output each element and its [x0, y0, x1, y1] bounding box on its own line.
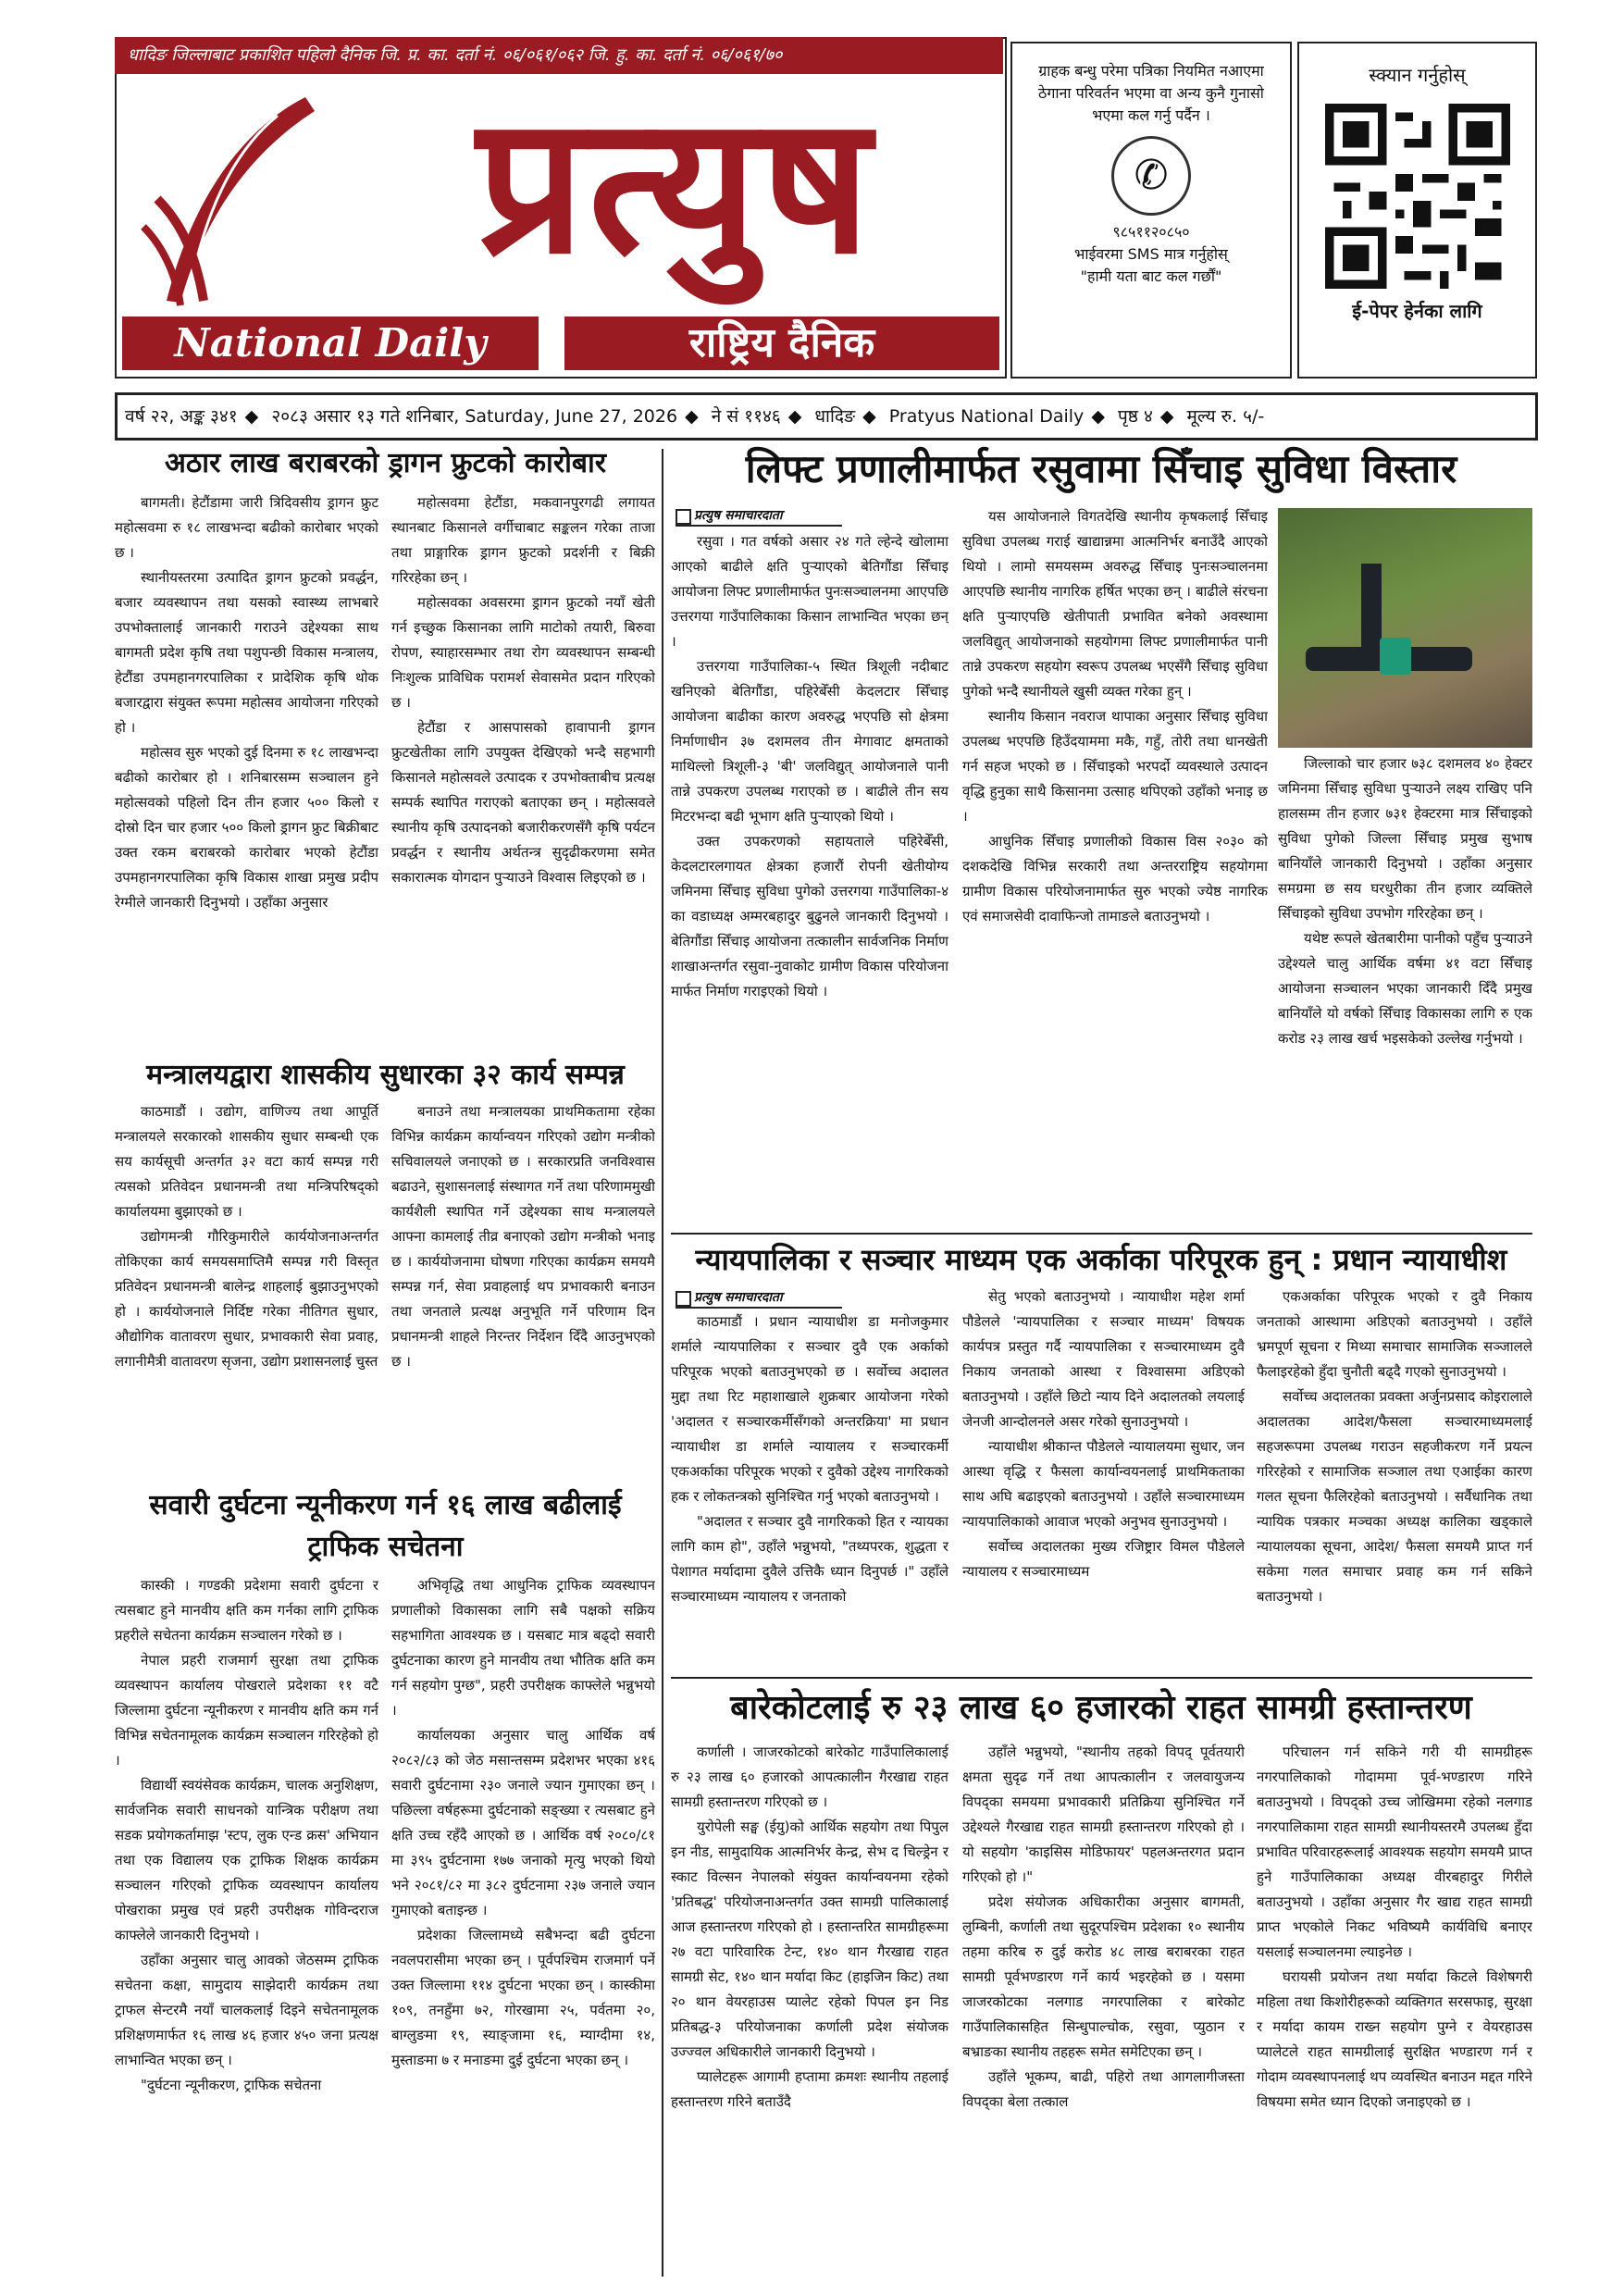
nepal-sambat: ने सं ११४६: [711, 406, 781, 427]
article-traffic-col1: [115, 1573, 378, 2277]
article-dragon-fruit-col1: [115, 490, 378, 1050]
paragraph: कास्की । गण्डकी प्रदेशमा सवारी दुर्घटना र त्यसबाट हुने मानवीय क्षति कम गर्नका लागि ट्राफिक प्रहरीले सचेतना कार्यक्रम सञ्चालन गरेको छ ।: [115, 1577, 378, 1644]
paragraph: स्थानीयस्तरमा उत्पादित ड्रागन फ्रुटको प्रवर्द्धन, बजार व्यवस्थापन तथा यसको स्वास्थ्य लाभबारे उपभोक्तालाई जानकारी गराउने उद्देश्यका साथ बागमती प्रदेश कृषि तथा पशुपन्छी विकास मन्त्रालय, हेटौंडा उपमहानगरपालिका र प्रादेशिक कृषि थोक बजारद्वारा संयुक्त रूपमा महोत्सव आयोजना गरिएको हो ।: [115, 569, 378, 736]
section-rule: [671, 1677, 1532, 1679]
paragraph: सर्वोच्च अदालतका मुख्य रजिष्ट्रार विमल पौडेलले न्यायालय र सञ्चारमाध्यम: [962, 1538, 1245, 1580]
paragraph: अभिवृद्धि तथा आधुनिक ट्राफिक व्यवस्थापन प्रणालीको विकासका लागि सबै पक्षको सक्रिय सहभागिता आवश्यक छ । यसबाट मात्र बढ्दो सवारी दुर्घटनाका कारण हुने मानवीय तथा भौतिक क्षति कम गर्न सहयोग पुग्छ", प्रहरी उपरीक्षक काफ्लेले भन्नुभयो ।: [391, 1577, 655, 1719]
rashtriya-dainik-tag: राष्ट्रिय दैनिक: [564, 316, 999, 370]
agency-tag: प्रत्युष समाचारदाता: [676, 1288, 842, 1309]
article-irrigation-col1: [671, 529, 948, 1228]
paragraph: काठमाडौं । उद्योग, वाणिज्य तथा आपूर्ति मन्त्रालयले सरकारको शासकीय सुधार सम्बन्धी एक सय कार्यसूची अन्तर्गत ३२ वटा कार्य सम्पन्न गरी त्यसको प्रतिवेदन प्रधानमन्त्री तथा मन्त्रिपरिषद्को कार्यालयमा बुझाएको छ ।: [115, 1103, 378, 1220]
quill-logo-icon: [139, 88, 324, 319]
paragraph: युरोपेली सङ्घ (ईयु)को आर्थिक सहयोग तथा पिपुल इन नीड, सामुदायिक आत्मनिर्भर केन्द्र, सेभ द चिल्ड्रेन र स्काट विल्सन नेपालको संयुक्त कार्यान्वयनमा रहेको 'प्रतिबद्ध' परियोजनाअन्तर्गत उक्त सामग्री पालिकालाई आज हस्तान्तरण गरिएको हो । हस्तान्तरित सामग्रीहरूमा २७ वटा पारिवारिक टेन्ट, १४० थान गैरखाद्य राहत सामग्री सेट, १४० थान मर्यादा किट (हाइजिन किट) तथा २० थान वेयरहाउस प्यालेट रहेको पिपल इन निड प्रतिबद्ध-३ परियोजनाका कर्णाली प्रदेश संयोजक उज्ज्वल अधिकारीले जानकारी दिनुभयो ।: [671, 1818, 948, 2060]
article-traffic-col2: [391, 1573, 655, 2277]
paper-name: Pratyus National Daily: [888, 406, 1085, 427]
article-title-dragon-fruit: अठार लाख बराबरको ड्रागन फ्रुटको कारोबार: [164, 447, 607, 479]
paragraph: कर्णाली । जाजरकोटको बारेकोट गाउँपालिकालाई रु २३ लाख ६० हजारको आपत्कालीन गैरखाद्य राहत सामग्री हस्तान्तरण गरिएको छ ।: [671, 1744, 948, 1810]
paragraph: प्यालेटहरू आगामी हप्तामा क्रमशः स्थानीय तहलाई हस्तान्तरण गरिने बताउँदै: [671, 2068, 948, 2110]
article-title-traffic-2: ट्राफिक सचेतना: [307, 1531, 464, 1563]
section-rule: [671, 1233, 1532, 1235]
paragraph: हेटौंडा र आसपासको हावापानी ड्रागन फ्रुटखेतीका लागि उपयुक्त देखिएको भन्दै सहभागी किसानले महोत्सवले उत्पादक र उपभोक्ताबीच प्रत्यक्ष सम्पर्क स्थापित गराएको बताएका छन् । महोत्सवले स्थानीय कृषि उत्पादनको बजारीकरणसँगै कृषि पर्यटन प्रवर्द्धन र स्थानीय अर्थतन्त्र सुदृढीकरणमा समेत सकारात्मक योगदान पुर्‍याउने विश्वास लिइएको छ ।: [391, 719, 655, 886]
page-number: पृष्ठ ४: [1117, 406, 1153, 427]
paragraph: आधुनिक सिँचाइ प्रणालीको विकास विस २०३० को दशकदेखि विभिन्न सरकारी तथा अन्तरराष्ट्रिय सहयोगमा ग्रामीण विकास परियोजनामार्फत सुरु भएको ज्येष्ठ नागरिक एवं समाजसेवी दावाफिन्जो तामाङले बताउनुभयो ।: [962, 833, 1268, 925]
column-divider: [662, 449, 663, 2277]
article-ministry-col1: [115, 1099, 378, 1479]
notice-quote: "हामी यता बाट कल गर्छौं": [1080, 267, 1222, 285]
article-irrigation-col3: [1278, 751, 1532, 1228]
paragraph: स्थानीय किसान नवराज थापाका अनुसार सिँचाइ सुविधा उपलब्ध भएपछि हिउँदयाममा मकै, गहुँ, तोरी तथा धानखेती गर्न सहज भएको छ । सिँचाइको भरपर्दो व्यवस्थाले उत्पादन वृद्धि हुनुका साथै किसानमा उत्साह थपिएको उहाँको भनाइ छ ।: [962, 708, 1268, 825]
paragraph: जिल्लाको चार हजार ७३८ दशमलव ४० हेक्टर जमिनमा सिँचाइ सुविधा पुर्‍याउने लक्ष्य राखिए पनि हालसम्म तीन हजार ७३१ हेक्टरमा मात्र सिँचाइको सुविधा पुगेको जिल्ला सिँचाइ प्रमुख सुभाष बानियाँले जानकारी दिनुभयो । उहाँका अनुसार समग्रमा छ सय घरधुरीका तीन हजार व्यक्तिले सिँचाइको सुविधा उपभोग गरिरहेका छन् ।: [1278, 755, 1532, 922]
paragraph: सर्वोच्च अदालतका प्रवक्ता अर्जुनप्रसाद कोइरालाले अदालतका आदेश/फैसला सञ्चारमाध्यमलाई सहजरूपमा उपलब्ध गराउन सहजीकरण गर्ने प्रयत्न गरिरहेको र सामाजिक सञ्जाल तथा एआईका कारण गलत सूचना फैलिरहेको बताउनुभयो । सर्वैधानिक तथा न्यायिक पत्रकार मञ्चका अध्यक्ष कालिका खड्काले न्यायालयका सूचना, आदेश/ फैसला समयमै प्राप्त गर्न सकेमा गलत समाचार प्रवाह कम गर्न सकिने बताउनुभयो ।: [1257, 1388, 1532, 1605]
paragraph: एकअर्काका परिपूरक भएको र दुवै निकाय जनताको आस्थामा अडिएको बताउनुभयो । उहाँले भ्रमपूर्ण सूचना र मिथ्या समाचार सामाजिक सञ्जालले फैलाइरहेको हुँदा चुनौती बढ्दै गएको सुनाउनुभयो ।: [1257, 1288, 1532, 1380]
paragraph: रसुवा । गत वर्षको असार २४ गते ल्हेन्दे खोलामा आएको बाढीले क्षति पुर्‍याएको बेतिगौंडा सिँचाइ आयोजना लिफ्ट प्रणालीमार्फत पुनःसञ्चालनमा आएपछि उत्तरगया गाउँपालिकाका किसान लाभान्वित भएका छन् ।: [671, 533, 948, 650]
paragraph: उक्त उपकरणको सहायताले पहिरेबेँसी, केदलटारलगायत क्षेत्रका हजारौं रोपनी खेतीयोग्य जमिनमा सिँचाइ सुविधा पुगेको उत्तरगया गाउँपालिका-४ का वडाध्यक्ष अम्मरबहादुर बुढुनले जानकारी दिनुभयो । बेतिगौंडा सिँचाइ आयोजना तत्कालीन सार्वजनिक निर्माण शाखाअन्तर्गत रसुवा-नुवाकोट ग्रामीण विकास परियोजना मार्फत निर्माण गराइएको थियो ।: [671, 833, 948, 999]
location: धादिङ: [814, 406, 856, 427]
article-relief-col2: [962, 1740, 1245, 2277]
paragraph: बनाउने तथा मन्त्रालयका प्राथमिकतामा रहेका विभिन्न कार्यक्रम कार्यान्वयन गरिएको उद्योग मन्त्रीको सचिवालयले जनाएको छ । सरकारप्रति जनविश्वास बढाउने, सुशासनलाई संस्थागत गर्ने तथा परिणाममुखी कार्यशैली स्थापित गर्ने उद्देश्यका साथ मन्त्रालयले आफ्ना कामलाई तीव्र बनाएको उद्योग मन्त्रीको भनाइ छ । कार्ययोजनामा घोषणा गरिएका कार्यक्रम समयमै सम्पन्न गर्न, सेवा प्रवाहलाई थप प्रभावकारी बनाउन तथा जनताले प्रत्यक्ष अनुभूति गर्ने परिणाम दिन प्रधानमन्त्री शाहले निरन्तर निर्देशन दिँदै आउनुभएको छ ।: [391, 1103, 655, 1370]
qr-title: स्क्यान गर्नुहोस्: [1369, 64, 1466, 86]
paragraph: उहाँका अनुसार चालु आवको जेठसम्म ट्राफिक सचेतना कक्षा, सामुदाय साझेदारी कार्यक्रम तथा ट्राफल सेन्टरमै नयाँ चालकलाई दिइने सचेतनामूलक प्रशिक्षणमार्फत १६ लाख ४६ हजार ४५० जना प्रत्यक्ष लाभान्वित भएका छन् ।: [115, 1952, 378, 2068]
article-judiciary-col1: [671, 1309, 948, 1670]
paragraph: महोत्सव सुरु भएको दुई दिनमा रु १८ लाखभन्दा बढीको कारोबार हो । शनिबारसम्म सञ्चालन हुने महोत्सवको पहिलो दिन तीन हजार ५०० किलो र दोस्रो दिन चार हजार ५०० किलो ड्रागन फ्रुट बिक्रीबाट उक्त रकम बराबरको कारोबार भएको हेटौंडा उपमहानगरपालिका कृषि विकास शाखा प्रमुख प्रदीप रेग्मीले जानकारी दिनुभयो । उहाँका अनुसार: [115, 744, 378, 911]
paragraph: उत्तरगया गाउँपालिका-५ स्थित त्रिशूली नदीबाट खनिएको बेतिगौंडा, पहिरेबेँसी केदलटार सिँचाइ आयोजना बाढीका कारण अवरुद्ध भएपछि सो क्षेत्रमा निर्माणाधीन ३७ दशमलव तीन मेगावाट क्षमताको माथिल्लो त्रिशूली-३ 'बी' जलविद्युत् आयोजनाले पानी तान्ने उपकरण उपलब्ध गराएको छ । बाढीले तीन सय मिटरभन्दा बढी भूभाग क्षति पुर्‍याएको थियो ।: [671, 658, 948, 825]
irrigation-pipe-photo: [1278, 508, 1532, 748]
volume-issue: वर्ष २२, अङ्क ३४१: [125, 406, 238, 427]
article-title-judiciary: न्यायपालिका र सञ्चार माध्यम एक अर्काका परिपूरक हुन् : प्रधान न्यायाधीश: [695, 1242, 1507, 1277]
article-title-traffic-1: सवारी दुर्घटना न्यूनीकरण गर्न १६ लाख बढीलाई: [149, 1489, 622, 1521]
paragraph: परिचालन गर्न सकिने गरी यी सामग्रीहरू नगरपालिकाको गोदाममा पूर्व-भण्डारण गरिने बताउनुभयो । विपद्को उच्च जोखिममा रहेको नलगाड नगरपालिकामा राहत सामग्री स्थानीयस्तरमै उपलब्ध हुँदा प्रभावित परिवारहरूलाई आवश्यक सहयोग समयमै प्राप्त हुने गाउँपालिकाका अध्यक्ष वीरबहादुर गिरीले बताउनुभयो । उहाँका अनुसार गैर खाद्य राहत सामग्री प्राप्त भएकोले निकट भविष्यमै कार्यविधि बनाएर यसलाई सञ्चालनमा ल्याइनेछ ।: [1257, 1744, 1532, 1960]
paragraph: घरायसी प्रयोजन तथा मर्यादा किटले विशेषगरी महिला तथा किशोरीहरूको व्यक्तिगत सरसफाइ, सुरक्षा र मर्यादा कायम राख्न सहयोग पुग्ने र वेयरहाउस प्यालेटले राहत सामग्रीलाई सुरक्षित भण्डारण गर्न र गोदाम व्यवस्थापनलाई थप व्यवस्थित बनाउन मद्दत गरिने विषयमा समेत ध्यान दिएको जनाइएको छ ।: [1257, 1968, 1532, 2110]
paragraph: सेतु भएको बताउनुभयो । न्यायाधीश महेश शर्मा पौडेलले 'न्यायपालिका र सञ्चार माध्यम' विषयक कार्यपत्र प्रस्तुत गर्दै न्यायपालिका र सञ्चारमाध्यम दुवै निकाय जनताको आस्था र विश्वासमा अडिएको बताउनुभयो । उहाँले छिटो न्याय दिने अदालतको लयलाई जेनजी आन्दोलनले असर गरेको सुनाउनुभयो ।: [962, 1288, 1245, 1430]
paragraph: विद्यार्थी स्वयंसेवक कार्यक्रम, चालक अनुशिक्षण, सार्वजनिक सवारी साधनको यान्त्रिक परीक्षण तथा सडक प्रयोगकर्तामाझ 'स्टप, लुक एन्ड क्रस' अभियान तथा एक विद्यालय एक ट्राफिक शिक्षक कार्यक्रम सञ्चालन गरिएको ट्राफिक व्यवस्थापन कार्यालय पोखराका प्रमुख एवं प्रहरी उपरीक्षक गोविन्दराज काफ्लेले जानकारी दिनुभयो ।: [115, 1777, 378, 1943]
paragraph: बागमती। हेटौंडामा जारी त्रिदिवसीय ड्रागन फ्रुट महोत्सवमा रु १८ लाखभन्दा बढीको कारोबार भएको छ ।: [115, 494, 378, 561]
paragraph: उहाँले भूकम्प, बाढी, पहिरो तथा आगलागीजस्ता विपद्का बेला तत्काल: [962, 2068, 1245, 2110]
paragraph: काठमाडौं । प्रधान न्यायाधीश डा मनोजकुमार शर्माले न्यायपालिका र सञ्चार दुवै एक अर्काको परिपूरक भएको बताउनुभएको छ । सर्वोच्च अदालत मुद्दा तथा रिट महाशाखाले शुक्रबार आयोजना गरेको 'अदालत र सञ्चारकर्मीसँगको अन्तरक्रिया' मा प्रधान न्यायाधीश डा शर्माले न्यायालय र सञ्चारकर्मी एकअर्काका परिपूरक भएको र दुवैको उद्देश्य नागरिकको हक र लोकतन्त्रको सुनिश्चित गर्नु भएको बताउनुभयो ।: [671, 1313, 948, 1505]
newspaper-logo: प्रत्युष: [477, 74, 874, 296]
paragraph: महोत्सवमा हेटौंडा, मकवानपुरगढी लगायत स्थानबाट किसानले वर्गीचाबाट सङ्कलन गरेका ताजा तथा प्राङ्गारिक ड्रागन फ्रुटको प्रदर्शनी र बिक्री गरिरहेका छन् ।: [391, 494, 655, 586]
agency-tag: प्रत्युष समाचारदाता: [676, 506, 842, 527]
article-relief-col1: [671, 1740, 948, 2277]
qr-code-icon[interactable]: [1325, 104, 1510, 289]
paragraph: "दुर्घटना न्यूनीकरण, ट्राफिक सचेतना: [141, 2077, 322, 2093]
article-relief-col3: [1257, 1740, 1532, 2277]
paragraph: उद्योगमन्त्री गौरिकुमारीले कार्ययोजनाअन्तर्गत तोकिएका कार्य समयसमाप्तिमै सम्पन्न गरी विस्तृत प्रतिवेदन प्रधानमन्त्री बालेन्द्र शाहलाई बुझाउनुभएको हो । कार्ययोजनाले निर्दिष्ट गरेका नीतिगत सुधार, औद्योगिक वातावरण सुधार, प्रभावकारी सेवा प्रवाह, लगानीमैत्री वातावरण सृजना, उद्योग प्रशासनलाई चुस्त: [115, 1228, 378, 1370]
article-judiciary-col2: [962, 1285, 1245, 1670]
article-judiciary-col3: [1257, 1285, 1532, 1670]
paragraph: यथेष्ट रूपले खेतबारीमा पानीको पहुँच पुर्‍याउने उद्देश्यले चालु आर्थिक वर्षमा ४१ वटा सिँचाइ आयोजना सञ्चालन भएका जानकारी दिँदै प्रमुख बानियाँले यो वर्षको सिँचाइ विकासका लागि रु एक करोड २३ लाख खर्च भइसकेको उल्लेख गर्नुभयो ।: [1278, 930, 1532, 1047]
notice-sms: भाईवरमा SMS मात्र गर्नुहोस्: [1074, 245, 1228, 263]
phone-icon: ✆: [1111, 136, 1191, 216]
paragraph: प्रदेशका जिल्लामध्ये सबैभन्दा बढी दुर्घटना नवलपरासीमा भएका छन् । पूर्वपश्चिम राजमार्ग पर्ने उक्त जिल्लामा ११४ दुर्घटना भएका छन् । कास्कीमा १०९, तनहुँमा ७२, गोरखामा २५, पर्वतमा २०, बाग्लुङमा १९, स्याङ्जामा १६, म्याग्दीमा १४, मुस्ताङमा ७ र मनाङमा दुई दुर्घटना भएका छन् ।: [391, 1927, 655, 2068]
article-dragon-fruit-col2: [391, 490, 655, 1050]
article-ministry-col2: [391, 1099, 655, 1479]
price: मूल्य रु. ५/-: [1186, 406, 1265, 427]
paragraph: नेपाल प्रहरी राजमार्ग सुरक्षा तथा ट्राफिक व्यवस्थापन कार्यालय पोखराले प्रदेशका ११ वटै जिल्लामा दुर्घटना न्यूनीकरण र मानवीय क्षति कम गर्न विभिन्न सचेतनामूलक कार्यक्रम सञ्चालन गरिरहेको हो ।: [115, 1652, 378, 1769]
paragraph: कार्यालयका अनुसार चालु आर्थिक वर्ष २०८२/८३ को जेठ मसान्तसम्म प्रदेशभर भएका ४१६ सवारी दुर्घटनामा २३० जनाले ज्यान गुमाएका छन् । पछिल्ला वर्षहरूमा दुर्घटनाको सङ्ख्या र त्यसबाट हुने क्षति उच्च रहँदै आएको छ । आर्थिक वर्ष २०८०/८१ मा ३९५ दुर्घटनामा १७७ जनाको मृत्यु भएको थियो भने २०८१/८२ मा ३८२ दुर्घटनामा २३७ जनाले ज्यान गुमाएको बताइन्छ ।: [391, 1727, 655, 1918]
qr-box: [1297, 42, 1537, 379]
article-title-ministry: मन्त्रालयद्वारा शासकीय सुधारका ३२ कार्य सम्पन्न: [146, 1059, 625, 1091]
subscriber-notice: [1010, 42, 1292, 379]
notice-text: ग्राहक बन्धु परेमा पत्रिका नियमित नआएमा ठेगाना परिवर्तन भएमा वा अन्य कुनै गुनासो भएमा कल गर्नु पर्दैन ।: [1038, 62, 1264, 124]
paragraph: प्रदेश संयोजक अधिकारीका अनुसार बागमती, लुम्बिनी, कर्णाली तथा सुदूरपश्चिम प्रदेशका १० स्थानीय तहमा करिब रु दुई करोड ४८ लाख बराबरका राहत सामग्री पूर्वभण्डारण गर्ने कार्य भइरहेको छ । यसमा जाजरकोटका नलगाड नगरपालिका र बारेकोट गाउँपालिकासहित सिन्धुपाल्चोक, रसुवा, प्युठान र बभ्राङका स्थानीय तहहरू समेत समेटिएका छन् ।: [962, 1893, 1245, 2060]
paragraph: न्यायाधीश श्रीकान्त पौडेलले न्यायालयमा सुधार, जन आस्था वृद्धि र फैसला कार्यान्वयनलाई प्राथमिकताका साथ अघि बढाइएको बताउनुभयो । उहाँले सञ्चारमाध्यम न्यायपालिकाको आवाज भएको अनुभव सुनाउनुभयो ।: [962, 1438, 1245, 1530]
notice-phone: ९८५११२०८५०: [1112, 223, 1190, 241]
national-daily-tag: National Daily: [122, 316, 539, 370]
issue-date: २०८३ असार १३ गते शनिबार, Saturday, June 27, 2026: [271, 406, 678, 427]
article-title-irrigation: लिफ्ट प्रणालीमार्फत रसुवामा सिँचाइ सुविधा विस्तार: [745, 446, 1457, 491]
qr-caption: ई-पेपर हेर्नका लागि: [1352, 300, 1482, 322]
article-title-relief: बारेकोटलाई रु २३ लाख ६० हजारको राहत सामग्री हस्तान्तरण: [730, 1689, 1472, 1727]
paragraph: यस आयोजनाले विगतदेखि स्थानीय कृषकलाई सिँचाइ सुविधा उपलब्ध गराई खाद्यान्नमा आत्मनिर्भर बनाउँदै आएको थियो । लामो समयसम्म अवरुद्ध सिँचाइ पुनःसञ्चालनमा आएपछि स्थानीय नागरिक हर्षित भएका छन् । बाढीले संरचना क्षति पुर्‍याएपछि खेतीपाती प्रभावित बनेको अवस्थामा जलविद्युत् आयोजनाको सहयोगमा लिफ्ट प्रणालीमार्फत पानी तान्ने उपकरण सहयोग स्वरूप उपलब्ध भएसँगै सिँचाइ सुविधा पुगेको भन्दै स्थानीयले खुसी व्यक्त गरेका हुन् ।: [962, 508, 1268, 700]
paragraph: "अदालत र सञ्चार दुवै नागरिकको हित र न्यायका लागि काम हो", उहाँले भन्नुभयो, "तथ्यपरक, शुद्धता र पेशागत मर्यादामा दुवैले उत्तिकै ध्यान दिनुपर्छ ।" उहाँले सञ्चारमाध्यम न्यायालय र जनताको: [671, 1513, 948, 1605]
paragraph: उहाँले भन्नुभयो, "स्थानीय तहको विपद् पूर्वतयारी क्षमता सुदृढ गर्ने तथा आपत्कालीन र जलवायुजन्य विपद्का समयमा प्रभावकारी प्रतिक्रिया सुनिश्चित गर्ने उद्देश्यले गैरखाद्य राहत सामग्री हस्तान्तरण गरिएको हो । यो सहयोग 'काइसिस मोडिफायर' पहलअन्तरगत प्रदान गरिएको हो ।": [962, 1744, 1245, 1885]
masthead-registration: धादिङ जिल्लाबाट प्रकाशित पहिलो दैनिक जि. प्र. का. दर्ता नं. ०६/०६१/०६२ जि. हु. का. दर्ता नं. ०६/०६१/७०: [128, 45, 783, 65]
issue-info-bar: वर्ष २२, अङ्क ३४१ ◆ २०८३ असार १३ गते शनिबार, Saturday, June 27, 2026 ◆ ने सं ११४६ ◆ धादिङ ◆ Pratyus National Daily ◆ पृष्ठ ४ ◆ मूल्य रु. ५/-: [115, 392, 1538, 441]
article-irrigation-col2: [962, 504, 1268, 1228]
paragraph: महोत्सवका अवसरमा ड्रागन फ्रुटको नयाँ खेती गर्न इच्छुक किसानका लागि माटोको तयारी, बिरुवा रोपण, स्याहारसम्भार तथा रोग व्यवस्थापन सम्बन्धी निःशुल्क प्राविधिक परामर्श सेवासमेत प्रदान गरिएको छ ।: [391, 594, 655, 711]
